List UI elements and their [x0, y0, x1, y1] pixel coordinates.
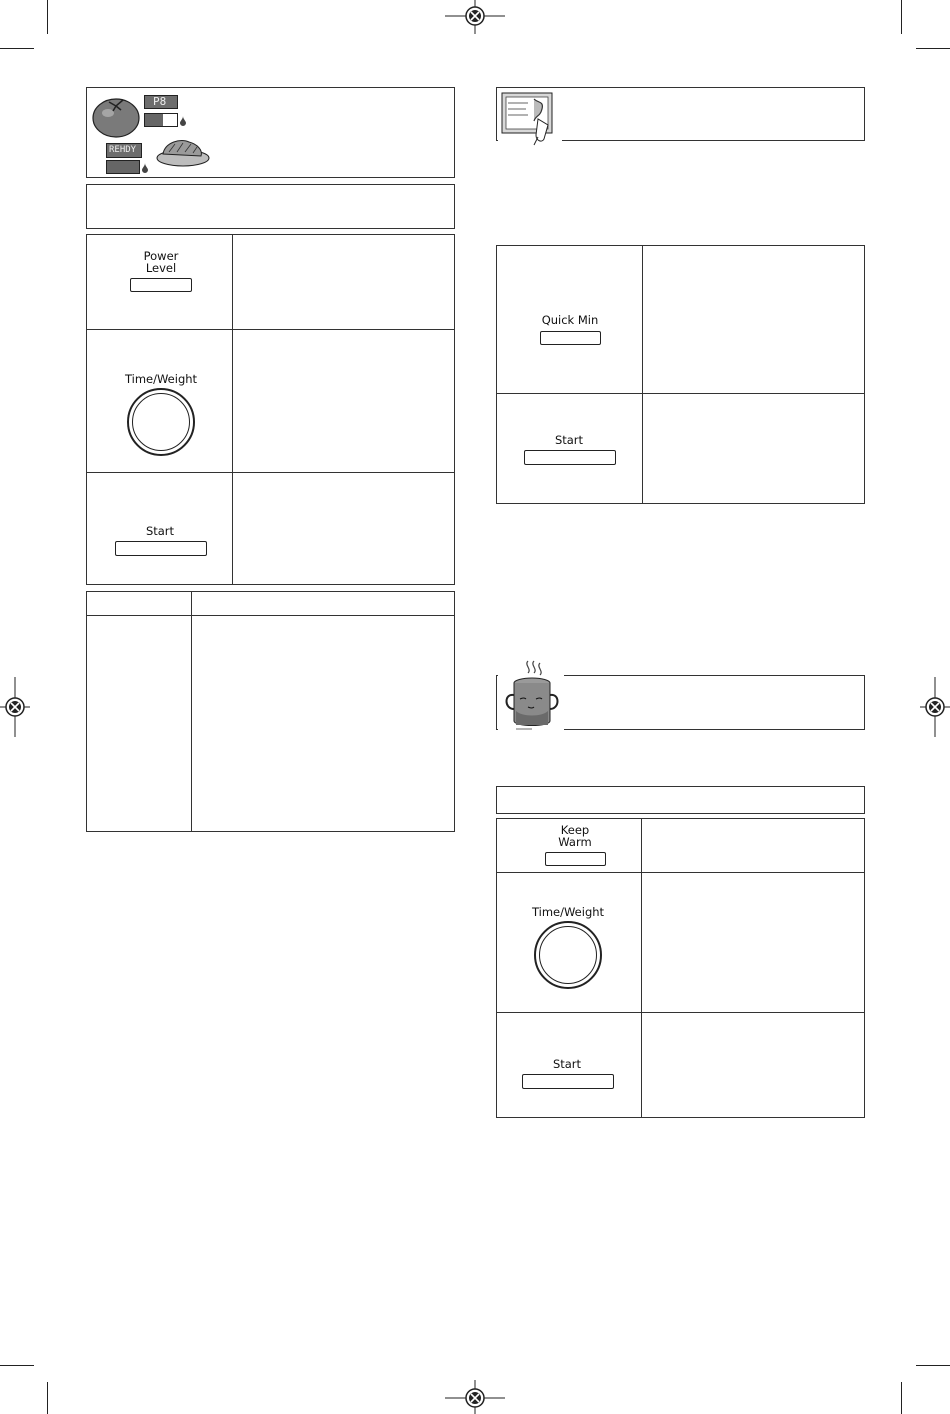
- table-divider: [86, 615, 455, 616]
- table-divider: [191, 591, 192, 832]
- quick-min-table: [496, 245, 865, 504]
- crop-line: [0, 1365, 34, 1366]
- tomato-icon: [91, 96, 141, 138]
- table-divider: [86, 472, 455, 473]
- keep-warm-label-line2: Warm: [558, 835, 592, 849]
- registration-mark-icon: [0, 677, 30, 737]
- keep-warm-time-weight-label: Time/Weight: [531, 905, 605, 919]
- table-divider: [641, 818, 642, 1118]
- steaming-mug-icon: [498, 659, 564, 735]
- section-header-box: [86, 184, 455, 229]
- display-p8: [144, 95, 178, 109]
- display-ready-text: REHDY: [109, 145, 137, 155]
- time-weight-label: Time/Weight: [124, 372, 198, 386]
- water-drop-icon: [142, 163, 148, 173]
- quick-min-start-label: Start: [554, 433, 584, 447]
- crop-line: [47, 0, 48, 34]
- table-divider: [232, 234, 233, 585]
- crop-line: [901, 1382, 902, 1414]
- progress-bar: [106, 160, 140, 174]
- table-divider: [496, 393, 865, 394]
- quick-min-label: Quick Min: [541, 313, 599, 327]
- keep-warm-label-line1: Keep: [560, 823, 590, 837]
- crop-line: [916, 1365, 950, 1366]
- quick-min-button[interactable]: [540, 331, 601, 345]
- keep-warm-start-label: Start: [552, 1057, 582, 1071]
- pointing-hand-icon: [498, 89, 562, 147]
- crop-line: [47, 1382, 48, 1414]
- table-divider: [496, 1012, 865, 1013]
- illustration-box: [86, 87, 455, 178]
- water-drop-icon: [180, 116, 186, 126]
- table-divider: [496, 872, 865, 873]
- power-level-button[interactable]: [130, 278, 192, 292]
- keep-warm-start-button[interactable]: [522, 1074, 614, 1089]
- power-level-label-line1: Power: [143, 249, 179, 263]
- display-ready: [106, 143, 142, 158]
- keep-warm-time-weight-dial[interactable]: [534, 921, 602, 989]
- keep-warm-section-header: [496, 786, 865, 814]
- keep-warm-button[interactable]: [545, 852, 606, 866]
- start-button[interactable]: [115, 541, 207, 556]
- display-p8-text: P8: [153, 95, 167, 108]
- dish-icon: [155, 136, 211, 168]
- info-table: [86, 591, 455, 832]
- start-label: Start: [145, 524, 175, 538]
- registration-mark-icon: [445, 0, 505, 34]
- crop-line: [901, 0, 902, 34]
- registration-mark-icon: [445, 1380, 505, 1414]
- power-level-label-line2: Level: [145, 261, 177, 275]
- table-divider: [86, 329, 455, 330]
- registration-mark-icon: [920, 677, 950, 737]
- crop-line: [0, 48, 34, 49]
- time-weight-dial[interactable]: [127, 388, 195, 456]
- progress-bar: [144, 113, 178, 127]
- crop-line: [916, 48, 950, 49]
- quick-min-start-button[interactable]: [524, 450, 616, 465]
- table-divider: [642, 245, 643, 504]
